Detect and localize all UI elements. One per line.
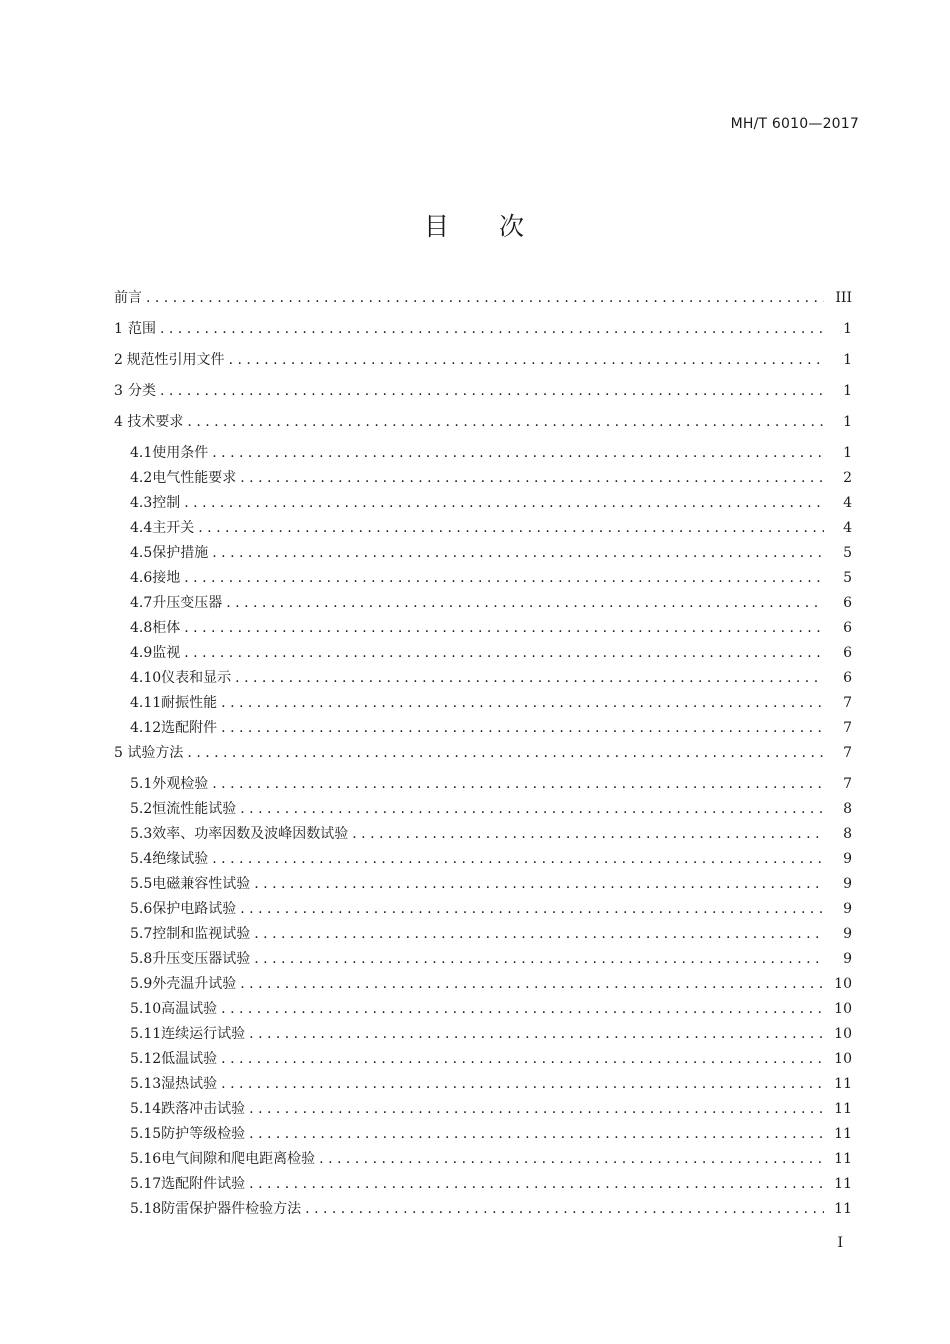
toc-entry-label: 电气性能要求 [152,470,237,486]
table-of-contents [114,286,852,1222]
toc-entry[interactable] [114,1097,852,1122]
toc-entry[interactable] [114,379,852,410]
toc-entry[interactable] [114,641,852,666]
toc-entry-page: 10 [834,976,852,992]
dot-leader [240,466,824,491]
toc-entry-label: 保护电路试验 [152,901,237,917]
toc-entry-label: 防雷保护器件检验方法 [161,1201,302,1217]
toc-entry-label: 主开关 [152,520,195,536]
toc-entry[interactable] [114,1147,852,1172]
toc-entry-page: 11 [834,1151,852,1167]
standard-code: MH/T 6010—2017 [730,116,859,132]
dot-leader [184,641,824,666]
toc-entry[interactable] [114,947,852,972]
toc-entry-page: 9 [843,951,852,967]
dot-leader [212,441,824,466]
toc-entry-label: 湿热试验 [161,1076,218,1092]
toc-entry-page: 4 [843,520,852,536]
toc-entry-label: 升压变压器 [152,595,223,611]
toc-entry-page: 8 [843,801,852,817]
toc-entry-page: 7 [843,720,852,736]
toc-entry[interactable] [114,922,852,947]
dot-leader [198,516,824,541]
dot-leader [221,691,824,716]
toc-entry-page: 1 [843,445,852,461]
toc-entry-number: 5.13 [130,1076,162,1092]
toc-entry-number: 4.9 [130,645,153,661]
dot-leader [160,317,824,342]
toc-entry-number: 5.6 [130,901,153,917]
toc-entry-page: 5 [843,545,852,561]
dot-leader [212,541,824,566]
toc-entry-number: 4.4 [130,520,153,536]
toc-entry[interactable] [114,286,852,317]
toc-entry[interactable] [114,348,852,379]
toc-entry-page: 6 [843,645,852,661]
toc-entry[interactable] [114,566,852,591]
toc-entry-page: III [835,290,852,306]
toc-entry-page: 11 [834,1101,852,1117]
dot-leader [184,616,824,641]
toc-entry[interactable] [114,847,852,872]
toc-entry-number: 5.5 [130,876,153,892]
toc-entry-number: 5.10 [130,1001,162,1017]
toc-entry-number: 4.1 [130,445,153,461]
toc-entry-number: 5.2 [130,801,153,817]
dot-leader [187,410,824,435]
toc-entry-label: 绝缘试验 [152,851,209,867]
toc-entry-label: 范围 [128,321,156,337]
toc-entry-label: 恒流性能试验 [152,801,237,817]
dot-leader [235,666,824,691]
toc-entry-label: 选配附件 [161,720,218,736]
toc-entry-label: 使用条件 [152,445,209,461]
dot-leader [221,1072,824,1097]
dot-leader [146,286,824,311]
dot-leader [249,1122,824,1147]
toc-entry[interactable] [114,1122,852,1147]
toc-entry-number: 4.3 [130,495,153,511]
toc-entry-page: 6 [843,670,852,686]
toc-entry[interactable] [114,317,852,348]
toc-entry-label: 技术要求 [127,414,184,430]
toc-entry-label: 试验方法 [127,745,184,761]
dot-leader [187,741,824,766]
toc-entry-label: 升压变压器试验 [152,951,251,967]
toc-entry-label: 监视 [152,645,181,661]
dot-leader [305,1197,824,1222]
dot-leader [221,1047,824,1072]
toc-entry-number: 5.9 [130,976,153,992]
toc-entry[interactable] [114,410,852,441]
toc-entry[interactable] [114,822,852,847]
dot-leader [226,591,824,616]
toc-entry-label: 柜体 [152,620,181,636]
dot-leader [184,491,824,516]
toc-entry-page: 1 [843,383,852,399]
toc-entry-number: 5.1 [130,776,153,792]
toc-entry[interactable] [114,541,852,566]
toc-entry-page: 9 [843,901,852,917]
dot-leader [221,716,824,741]
toc-entry[interactable] [114,516,852,541]
toc-entry[interactable] [114,591,852,616]
toc-entry-page: 1 [843,321,852,337]
toc-entry-page: 9 [843,926,852,942]
toc-entry-number: 4.6 [130,570,153,586]
toc-entry-page: 11 [834,1126,852,1142]
toc-entry-label: 电气间隙和爬电距离检验 [161,1151,316,1167]
toc-entry[interactable] [114,797,852,822]
toc-entry-page: 10 [834,1051,852,1067]
toc-entry-number: 5.16 [130,1151,162,1167]
title-part-2: 次 [499,212,527,241]
toc-entry-page: 9 [843,851,852,867]
toc-entry[interactable] [114,666,852,691]
toc-entry-label: 高温试验 [161,1001,218,1017]
toc-entry[interactable] [114,616,852,641]
dot-leader [212,847,824,872]
toc-entry-number: 4 [114,414,123,430]
toc-entry-label: 低温试验 [161,1051,218,1067]
toc-entry-page: 1 [843,414,852,430]
toc-entry-label: 防护等级检验 [161,1126,246,1142]
dot-leader [319,1147,824,1172]
toc-entry-label: 效率、功率因数及波峰因数试验 [152,826,349,842]
toc-entry-number: 5.14 [130,1101,162,1117]
dot-leader [212,772,824,797]
toc-entry-label: 保护措施 [152,545,209,561]
toc-entry[interactable] [114,716,852,741]
toc-entry-number: 5.8 [130,951,153,967]
dot-leader [240,972,824,997]
toc-entry[interactable] [114,441,852,466]
toc-entry-number: 5.18 [130,1201,162,1217]
toc-entry-label: 外壳温升试验 [152,976,237,992]
toc-entry-page: 7 [843,776,852,792]
toc-entry-label: 规范性引用文件 [126,352,225,368]
dot-leader [249,1097,824,1122]
toc-entry-number: 5.7 [130,926,153,942]
toc-entry-page: 2 [843,470,852,486]
dot-leader [352,822,824,847]
toc-entry-number: 5 [114,745,123,761]
toc-entry-page: 6 [843,595,852,611]
toc-entry-label: 耐振性能 [161,695,218,711]
toc-entry[interactable] [114,1197,852,1222]
toc-entry-number: 4.2 [130,470,153,486]
toc-entry-page: 11 [834,1176,852,1192]
toc-entry-label: 跌落冲击试验 [161,1101,246,1117]
toc-entry[interactable] [114,997,852,1022]
toc-entry-label: 接地 [152,570,181,586]
toc-entry-label: 选配附件试验 [161,1176,246,1192]
toc-entry-number: 1 [114,321,123,337]
toc-entry[interactable] [114,1047,852,1072]
toc-entry-number: 4.11 [130,695,162,711]
toc-entry-number: 5.4 [130,851,153,867]
dot-leader [254,872,824,897]
toc-entry-page: 11 [834,1076,852,1092]
toc-entry[interactable] [114,1172,852,1197]
dot-leader [184,566,824,591]
toc-entry-number: 2 [114,352,123,368]
toc-entry-page: 8 [843,826,852,842]
dot-leader [254,922,824,947]
toc-entry-page: 9 [843,876,852,892]
toc-entry-page: 11 [834,1201,852,1217]
toc-entry-page: 1 [843,352,852,368]
toc-entry-label: 控制和监视试验 [152,926,251,942]
footer-page-number: I [837,1235,843,1251]
dot-leader [249,1172,824,1197]
toc-entry[interactable] [114,1022,852,1047]
toc-entry-label: 前言 [114,290,142,306]
toc-entry[interactable] [114,741,852,772]
title-part-1: 目 [423,212,451,241]
toc-entry[interactable] [114,491,852,516]
toc-entry-number: 4.7 [130,595,153,611]
toc-entry-page: 5 [843,570,852,586]
dot-leader [249,1022,824,1047]
toc-entry-label: 分类 [128,383,156,399]
toc-entry-label: 控制 [152,495,181,511]
toc-entry[interactable] [114,872,852,897]
toc-entry-page: 10 [834,1026,852,1042]
toc-entry-label: 电磁兼容性试验 [152,876,251,892]
toc-entry-number: 5.3 [130,826,153,842]
page-title [0,207,950,243]
toc-entry-label: 外观检验 [152,776,209,792]
toc-entry[interactable] [114,466,852,491]
toc-entry-number: 5.17 [130,1176,162,1192]
toc-entry-number: 5.11 [130,1026,162,1042]
toc-entry-number: 5.12 [130,1051,162,1067]
toc-entry-label: 仪表和显示 [161,670,232,686]
toc-entry[interactable] [114,691,852,716]
toc-entry-number: 4.8 [130,620,153,636]
toc-entry-label: 连续运行试验 [161,1026,246,1042]
toc-entry-page: 4 [843,495,852,511]
toc-entry-page: 7 [843,695,852,711]
toc-entry[interactable] [114,1072,852,1097]
dot-leader [240,897,824,922]
dot-leader [254,947,824,972]
toc-entry-number: 4.12 [130,720,162,736]
dot-leader [229,348,824,373]
toc-entry-page: 10 [834,1001,852,1017]
toc-entry-page: 6 [843,620,852,636]
dot-leader [221,997,824,1022]
toc-entry[interactable] [114,972,852,997]
toc-entry[interactable] [114,897,852,922]
toc-entry-number: 5.15 [130,1126,162,1142]
toc-entry-number: 4.5 [130,545,153,561]
dot-leader [160,379,824,404]
toc-entry-number: 4.10 [130,670,162,686]
toc-entry[interactable] [114,772,852,797]
toc-entry-page: 7 [843,745,852,761]
dot-leader [240,797,824,822]
toc-entry-number: 3 [114,383,123,399]
